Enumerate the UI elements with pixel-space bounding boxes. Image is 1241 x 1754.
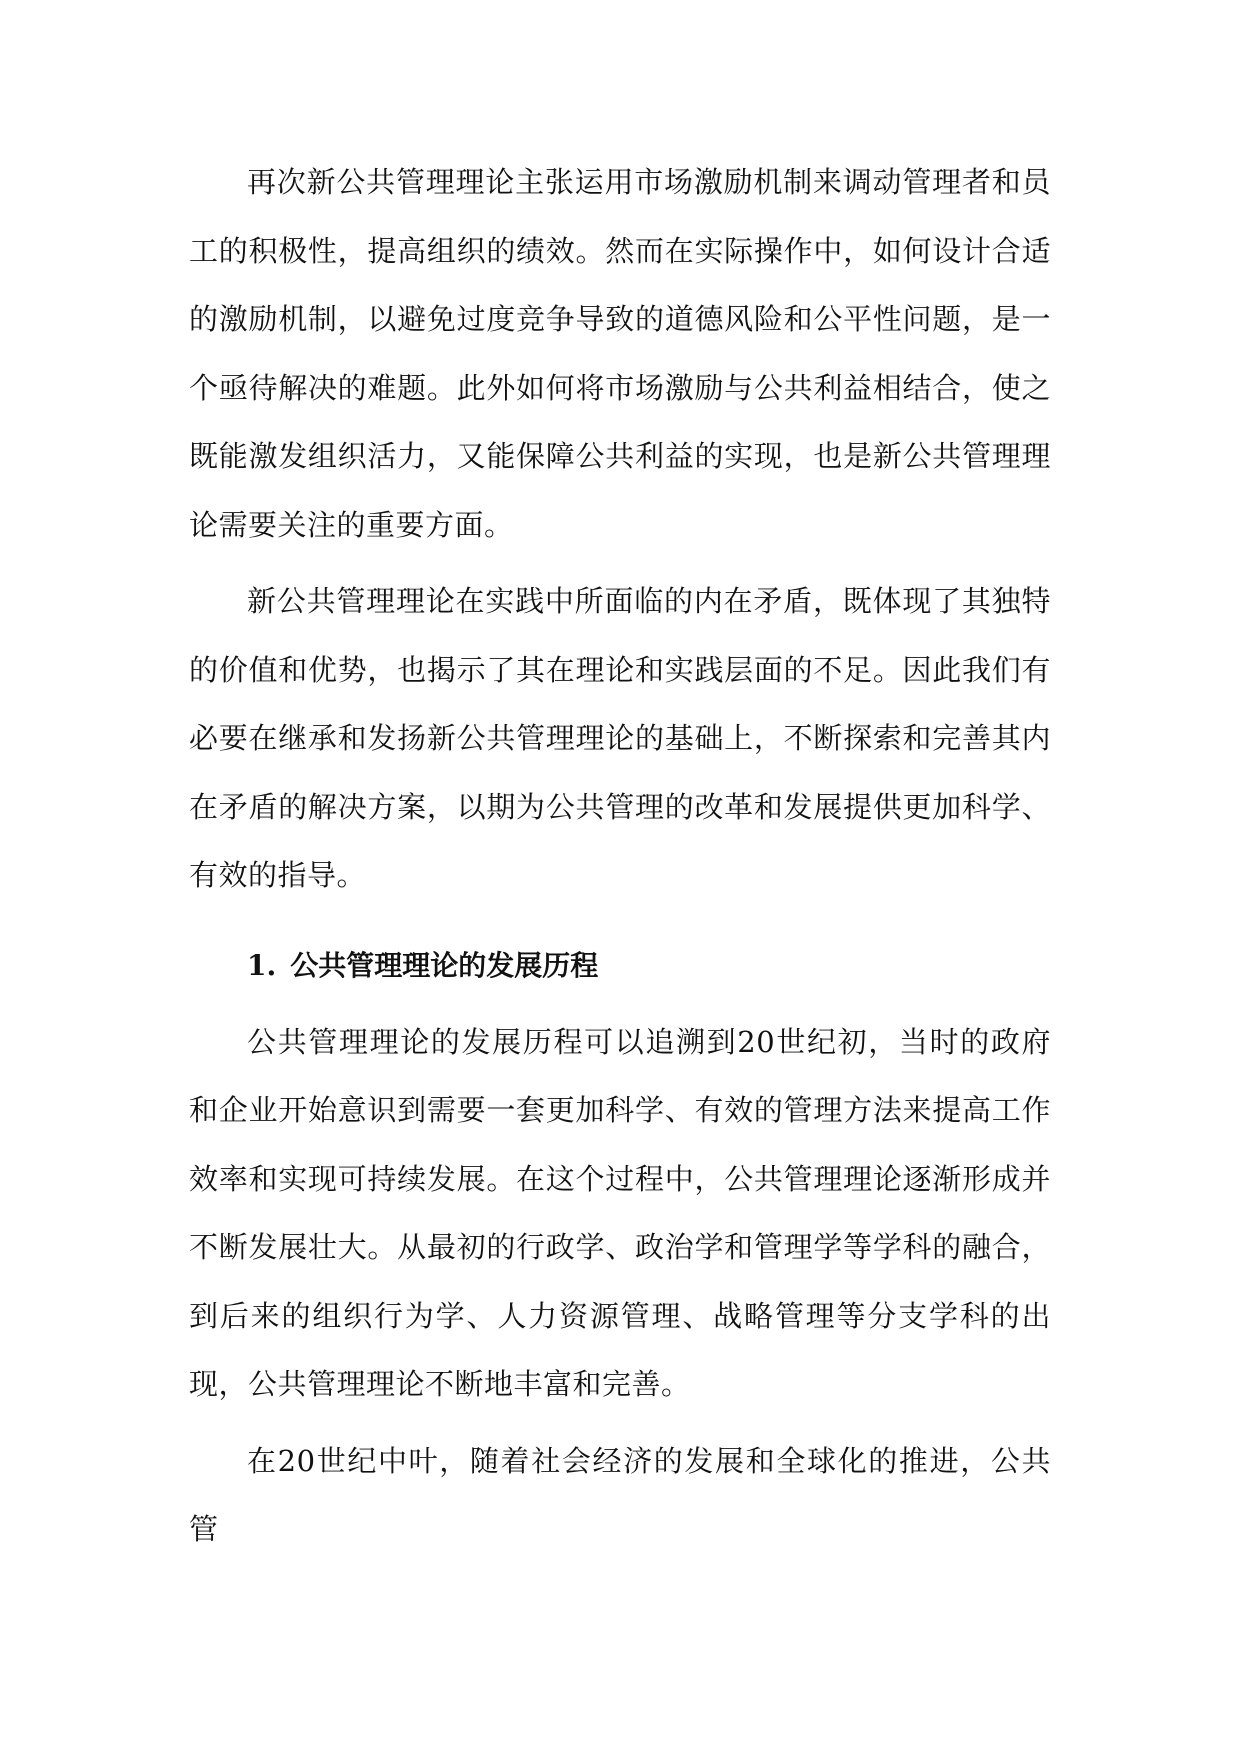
section-number: 1. <box>247 948 277 982</box>
paragraph-internal-contradictions: 新公共管理理论在实践中所面临的内在矛盾，既体现了其独特的价值和优势，也揭示了其在理论和实践层面的不足。因此我们有必要在继承和发扬新公共管理理论的基础上，不断探索和完善其内在矛盾的解决方案，以期为公共管理的改革和发展提供更加科学、有效的指导。 <box>189 584 1051 892</box>
section-title: 公共管理理论的发展历程 <box>290 948 599 982</box>
paragraph-market-incentives: 再次新公共管理理论主张运用市场激励机制来调动管理者和员工的积极性，提高组织的绩效。然而在实际操作中，如何设计合适的激励机制，以避免过度竞争导致的道德风险和公平性问题，是一个亟待解决的难题。此外如何将市场激励与公共利益相结合，使之既能激发组织活力，又能保障公共利益的实现，也是新公共管理理论需要关注的重要方面。 <box>189 165 1051 542</box>
section-heading <box>189 938 1051 994</box>
paragraph-development-history: 公共管理理论的发展历程可以追溯到20世纪初，当时的政府和企业开始意识到需要一套更加科学、有效的管理方法来提高工作效率和实现可持续发展。在这个过程中，公共管理理论逐渐形成并不断发展壮大。从最初的行政学、政治学和管理学等学科的融合，到后来的组织行为学、人力资源管理、战略管理等分支学科的出现，公共管理理论不断地丰富和完善。 <box>189 1024 1051 1401</box>
paragraph-mid-20th-century: 在20世纪中叶，随着社会经济的发展和全球化的推进，公共管 <box>189 1443 1051 1546</box>
document-body <box>189 148 1051 1572</box>
